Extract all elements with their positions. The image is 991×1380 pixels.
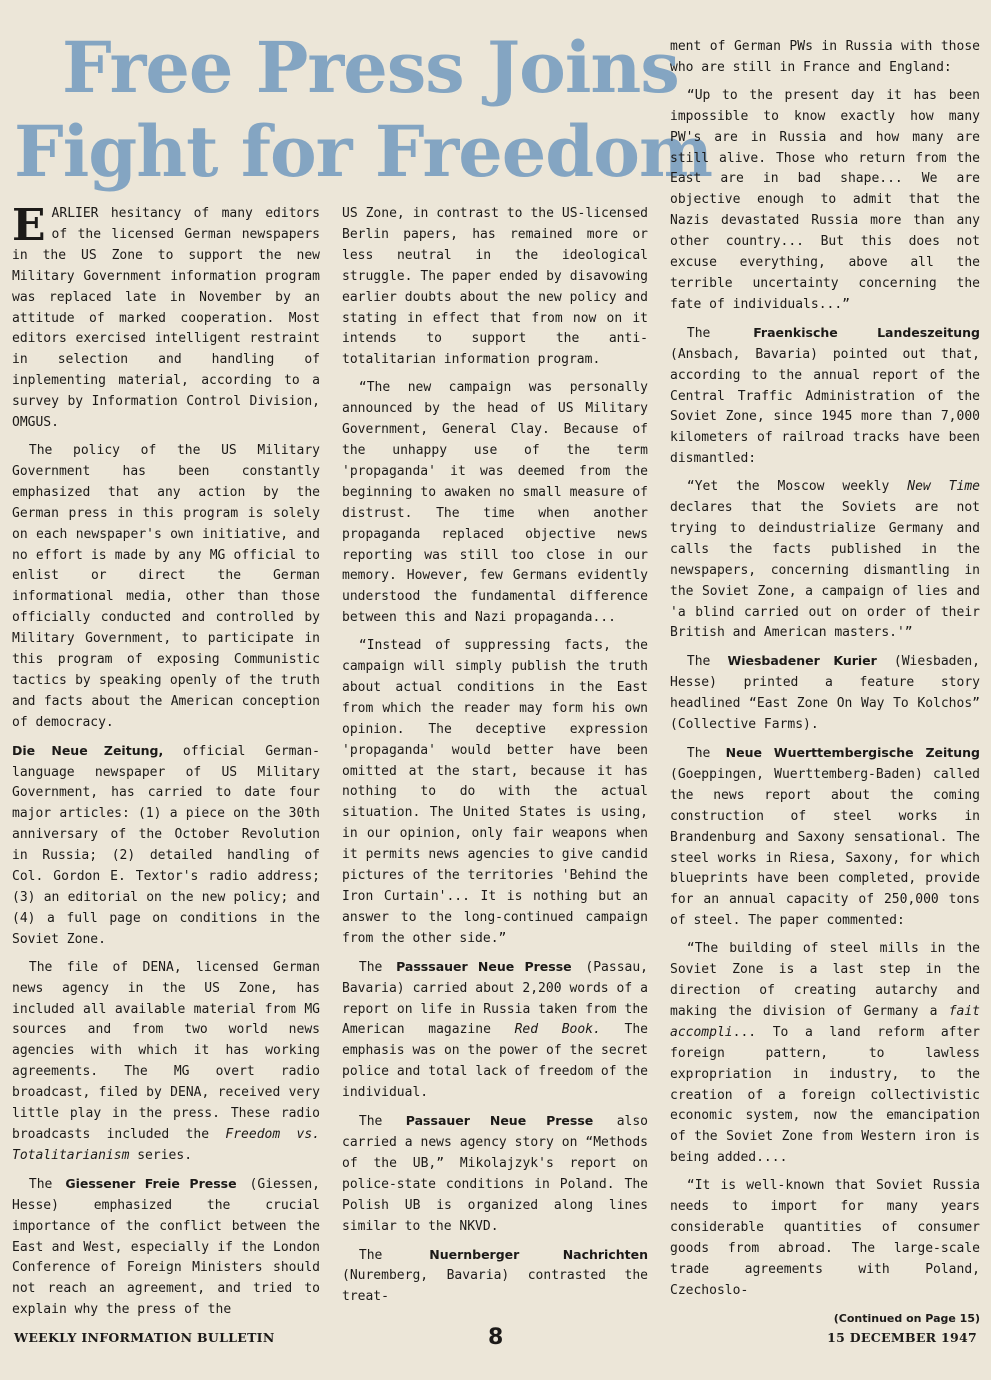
paragraph: EARLIER hesitancy of many editors of the licensed German newspapers in the US Zone to support the new Military Government information program was replaced late in November by an attitude of marked cooperation. Most editors exercised intelligent restraint in selection and handling of inplementing material, according to a survey by Information Control Division, OMGUS. (12, 200, 320, 431)
paragraph: “The building of steel mills in the Soviet Zone is a last step in the direction of creating autarchy and making the division of Germany a fait accompli... To a land reform after foreign pattern, to lawless expropriation in industry, to the creation of a foreign collectivistic economic system, now the emancipation of the Soviet Zone from Western iron is being added.... (670, 941, 980, 1166)
article-column-3 (670, 37, 980, 1329)
paragraph: “Instead of suppressing facts, the campaign will simply publish the truth about actual conditions in the East from which the reader may form his own opinion. The deceptive expression 'propaganda' would better have been omitted at the start, because it has nothing to do with the actual situation. The United States is using, in our opinion, only fair weapons when it permits news agencies to give candid pictures of the territories 'Behind the Iron Curtain'... It is nothing but an answer to the long-continued campaign from the other side.” (342, 638, 648, 946)
newspaper-name: Fraenkische Landeszeitung (753, 324, 980, 340)
page-footer (14, 1325, 977, 1349)
paragraph: “It is well-known that Soviet Russia needs to import for many years considerable quantities of consumer goods from abroad. The large-scale trade agreements with Poland, Czechoslo- (670, 1178, 980, 1298)
paragraph: “Yet the Moscow weekly New Time declares that the Soviets are not trying to deindustrialize Germany and calls the facts published in the newspapers, concerning dismantling in the Soviet Zone, a campaign of lies and 'a blind carried out on order of their British and American masters.'” (670, 479, 980, 641)
page-number: 8 (488, 1325, 504, 1350)
issue-date: 15 DECEMBER 1947 (827, 1330, 977, 1345)
headline (14, 26, 713, 194)
paragraph: The Giessener Freie Presse (Giessen, Hesse) emphasized the crucial importance of the conflict between the East and West, especially if the London Conference of Foreign Ministers should not reach an agreement, and tried to explain why the press of the (12, 1175, 320, 1318)
phrase-italic: fait accompli (670, 1003, 980, 1040)
newspaper-name: Die Neue Zeitung, (12, 742, 164, 758)
paragraph: The Wiesbadener Kurier (Wiesbaden, Hesse) printed a feature story headlined “East Zone On Way To Kolchos” (Collective Farms). (670, 653, 980, 733)
series-title: Freedom vs. Totalitarianism (12, 1126, 320, 1163)
publication-title: WEEKLY INFORMATION BULLETIN (14, 1330, 275, 1345)
newspaper-name: Neue Wuerttembergische Zeitung (725, 745, 980, 760)
drop-cap: E (12, 200, 46, 251)
paragraph: The Neue Wuerttembergische Zeitung (Goeppingen, Wuerttemberg-Baden) called the news report about the coming construction of steel works in Brandenburg and Saxony sensational. The steel works in Riesa, Saxony, for which blueprints have been completed, provide for an annual capacity of 250,000 tons of steel. The paper commented: (670, 745, 980, 929)
paragraph: “Up to the present day it has been impossible to know exactly how many PW's are in Russia and how many are still alive. Those who return from the East are in bad shape... We are objective enough to admit that the Nazis devastated Russia more than any other country... But this does not excuse everything, above all the terrible uncertainty concerning the fate of individuals...” (670, 87, 980, 312)
headline-line-2: Fight for Freedom (14, 110, 713, 193)
newspaper-name: Passsauer Neue Presse (396, 958, 572, 974)
magazine-title: Red Book. (514, 1022, 601, 1038)
newspaper-name: Nuernberger Nachrichten (429, 1246, 649, 1262)
magazine-title: New Time (907, 479, 980, 495)
paragraph: The Nuernberger Nachrichten (Nuremberg, Bavaria) contrasted the treat- (342, 1246, 649, 1305)
continued-note: (Continued on Page 15) (833, 1311, 980, 1325)
paragraph: The Passsauer Neue Presse (Passau, Bavaria) carried about 2,200 words of a report on life in Russia taken from the American magazine Red Book. The emphasis was on the power of the secret police and total lack of freedom of the individual. (342, 958, 648, 1101)
paragraph: The Passauer Neue Presse also carried a news agency story on “Methods of the UB,” Mikolajzyk's report on police-state conditions in Poland. The Polish UB is organized along lines similar to the NKVD. (342, 1113, 649, 1234)
article-column-1 (12, 200, 320, 1328)
paragraph: The Fraenkische Landeszeitung (Ansbach, Bavaria) pointed out that, according to the annual report of the Central Traffic Administration of the Soviet Zone, since 1945 more than 7,000 kilometers of railroad tracks have been dismantled: (670, 324, 980, 467)
paragraph: Die Neue Zeitung, official German-language newspaper of US Military Government, has carried to date four major articles: (1) a piece on the 30th anniversary of the October Revolution in Russia; (2) detailed handling of Col. Gordon E. Textor's radio address; (3) an editorial on the new policy; and (4) a full page on conditions in the Soviet Zone. (12, 742, 320, 947)
newspaper-name: Passauer Neue Presse (405, 1113, 594, 1129)
paragraph: The policy of the US Military Government has been constantly emphasized that any action by the German press in this program is solely on each newspaper's own initiative, and no effort is made by any MG official to enlist or direct the German informational media, other than those officially conducted and controlled by Military Government, to participate in this program of exposing Communistic tactics by speaking openly of the truth and facts about the American conception of democracy. (12, 442, 320, 730)
paragraph: “The new campaign was personally announced by the head of US Military Government, General Clay. Because of the unhappy use of the term 'propaganda' it was deemed from the beginning to awaken no small measure of distrust. The time when another propaganda replaced objective news reporting was still too close in our memory. However, few Germans evidently understood the fundamental difference between this and Nazi propaganda... (342, 380, 648, 626)
paragraph: ment of German PWs in Russia with those who are still in France and England: (670, 39, 980, 75)
article-column-2 (342, 204, 648, 1315)
newspaper-name: Giessener Freie Presse (65, 1175, 237, 1191)
paragraph: US Zone, in contrast to the US-licensed Berlin papers, has remained more or less neutral in the ideological struggle. The paper ended by disavowing earlier doubts about the new policy and stating in effect that from now on it intends to support the anti-totalitarian information program. (342, 206, 648, 368)
newspaper-name: Wiesbadener Kurier (727, 653, 877, 669)
paragraph: The file of DENA, licensed German news agency in the US Zone, has included all available material from MG sources and from two world news agencies with which it has working agreements. The MG overt radio broadcast, filed by DENA, received very little play in the press. These radio broadcasts included the Freedom vs. Totalitarianism series. (12, 959, 320, 1163)
headline-line-1: Free Press Joins (62, 26, 679, 109)
